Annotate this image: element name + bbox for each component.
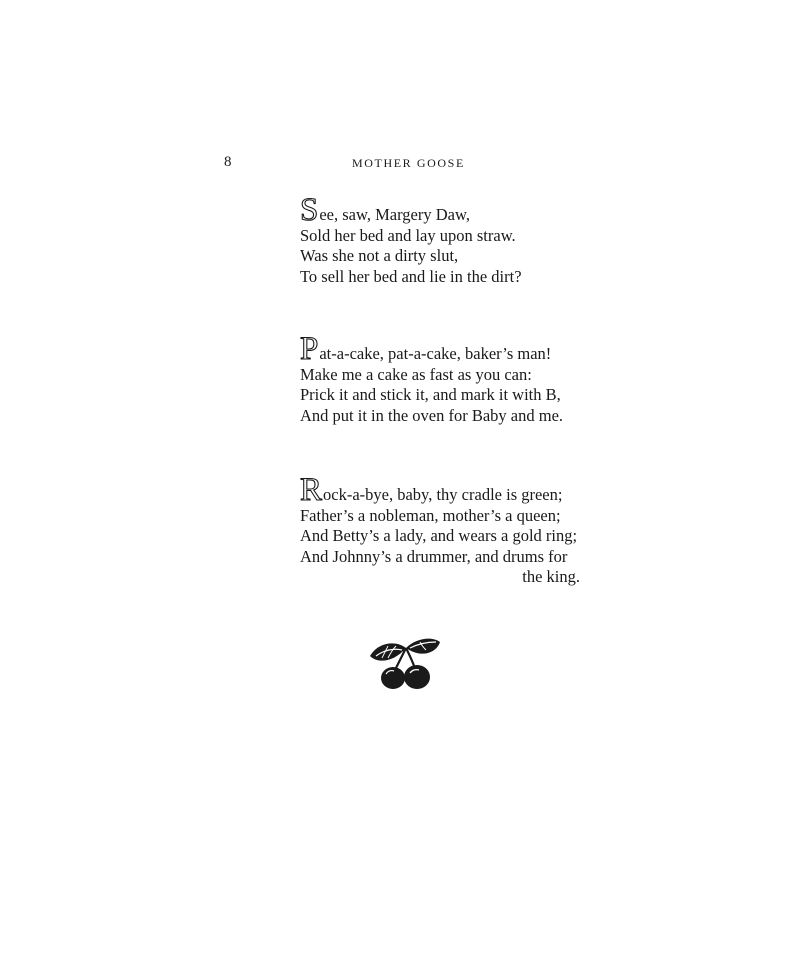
cherries-icon — [366, 634, 444, 690]
poem-line — [300, 331, 590, 367]
first-line-text: at-a-cake, pat-a-cake, baker’s man! — [319, 344, 552, 363]
poem-line: To sell her bed and lie in the dirt? — [300, 266, 522, 286]
poem-line — [300, 192, 590, 228]
poem-rock-a-bye — [300, 472, 590, 588]
poem-line: Sold her bed and lay upon straw. — [300, 225, 516, 245]
poem-line: And Betty’s a lady, and wears a gold ring; — [300, 526, 578, 545]
poem-line: Father’s a nobleman, mother’s a queen; — [300, 505, 561, 525]
poem-line: And put it in the oven for Baby and me. — [300, 405, 564, 425]
poem-line: And Johnny’s a drummer, and drums for — [300, 546, 568, 566]
poem-see-saw — [300, 192, 590, 287]
poem-line-runover: the king. — [522, 567, 580, 586]
poem-line: Was she not a dirty slut, — [300, 246, 459, 265]
poem-line — [300, 472, 590, 508]
drop-initial: R — [300, 472, 323, 508]
first-line-text: ee, saw, Margery Daw, — [319, 205, 470, 224]
running-head: MOTHER GOOSE — [352, 156, 465, 170]
poem-line: Make me a cake as fast as you can: — [300, 364, 532, 384]
drop-initial: P — [300, 331, 319, 367]
first-line-text: ock-a-bye, baby, thy cradle is green; — [323, 485, 563, 504]
poem-line: Prick it and stick it, and mark it with B, — [300, 385, 561, 404]
page-number: 8 — [224, 154, 232, 170]
poem-pat-a-cake — [300, 331, 590, 426]
drop-initial: S — [300, 192, 319, 228]
